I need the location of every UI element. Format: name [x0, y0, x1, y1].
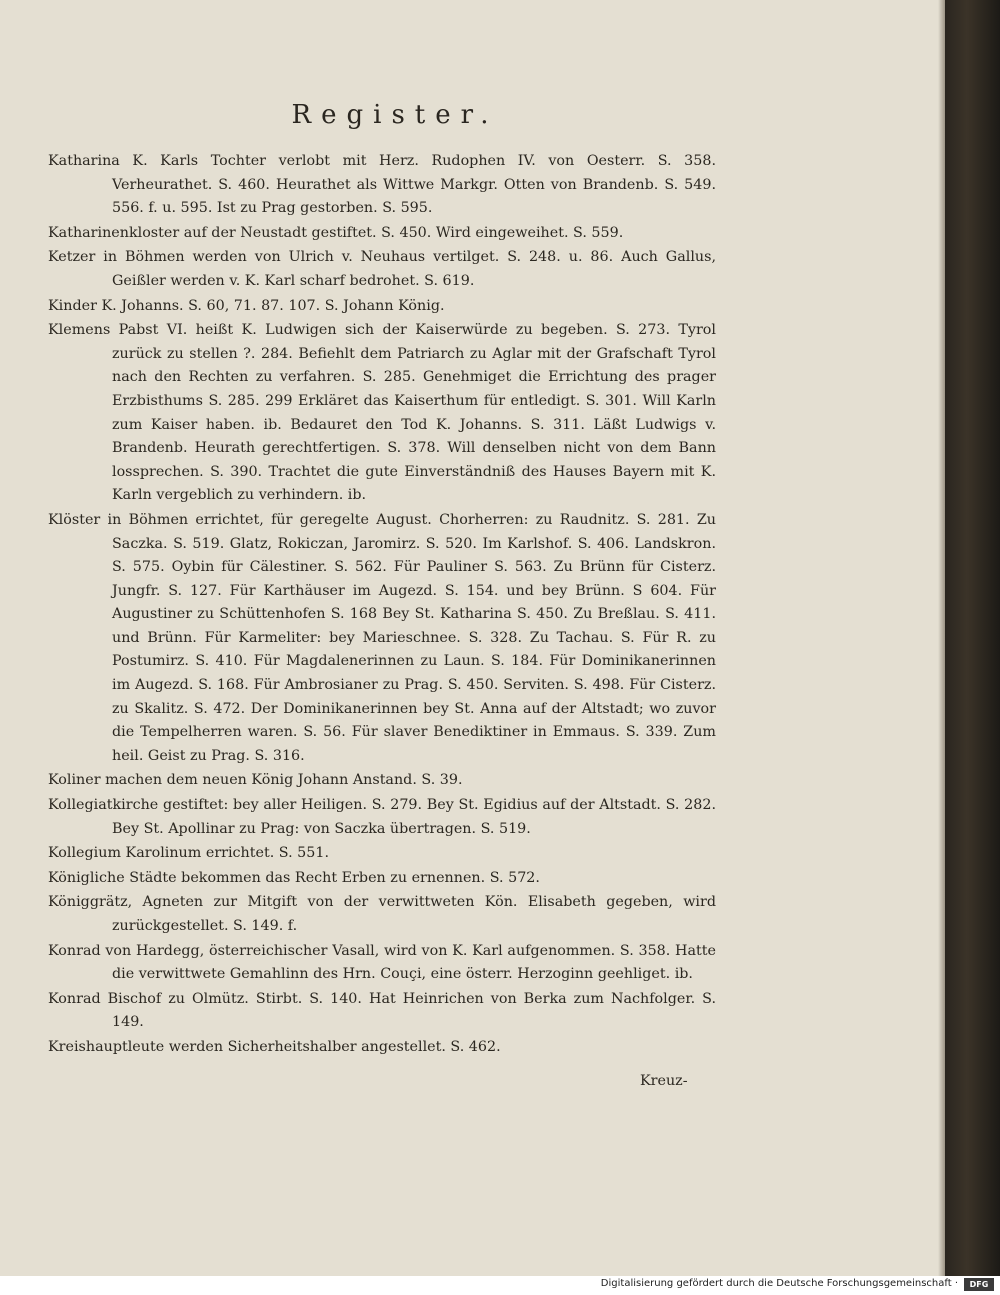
- register-entry: Katharina K. Karls Tochter verlobt mit Herz. Rudophen IV. von Oesterr. S. 358. Verheurathet. S. 460. Heurathet als Wittwe Markgr. Otten von Brandenb. S. 549. 556. f. u. 595. Ist zu Prag gestorben. S. 595.: [48, 153, 716, 217]
- dfg-logo-icon: DFG: [964, 1278, 994, 1291]
- page-title: Register.: [291, 100, 499, 130]
- book-spine: [945, 0, 1000, 1276]
- register-entry: Konrad Bischof zu Olmütz. Stirbt. S. 140. Hat Heinrichen von Berka zum Nachfolger. S. 149.: [48, 990, 716, 1031]
- register-entry: Ketzer in Böhmen werden von Ulrich v. Neuhaus vertilget. S. 248. u. 86. Auch Gallus, Geißler werden v. K. Karl scharf bedrohet. S. 619.: [48, 249, 716, 289]
- register-entry: Kollegiatkirche gestiftet: bey aller Heiligen. S. 279. Bey St. Egidius auf der Altstadt. S. 282. Bey St. Apollinar zu Prag: von Saczka übertragen. S. 519.: [48, 797, 716, 837]
- register-entry: Klemens Pabst VI. heißt K. Ludwigen sich der Kaiserwürde zu begeben. S. 273. Tyrol zurück zu stellen ?. 284. Befiehlt dem Patriarch zu Aglar mit der Grafschaft Tyrol nach den Rechten zu verfahren. S. 285. Genehmiget die Errichtung des prager Erzbisthums S. 285. 299 Erkläret das Kaiserthum für entledigt. S. 301. Will Karln zum Kaiser haben. ib. Bedauret den Tod K. Johanns. S. 311. Läßt Ludwigs v. Brandenb. Heurath gerechtfertigen. S. 378. Will denselben nicht von dem Bann lossprechen. S. 390. Trachtet die gute Einverständniß des Hauses Bayern mit K. Karln vergeblich zu verhindern. ib.: [48, 322, 716, 504]
- register-entry: Konrad von Hardegg, österreichischer Vasall, wird von K. Karl aufgenommen. S. 358. Hatte die verwittwete Gemahlinn des Hrn. Couçi, eine österr. Herzoginn geehliget. ib.: [48, 942, 716, 983]
- register-entry: Kinder K. Johanns. S. 60, 71. 87. 107. S. Johann König.: [48, 297, 445, 314]
- register-entry: Katharinenkloster auf der Neustadt gestiftet. S. 450. Wird eingeweihet. S. 559.: [48, 224, 624, 241]
- register-entry: Kollegium Karolinum errichtet. S. 551.: [48, 845, 330, 862]
- register-entry: Königliche Städte bekommen das Recht Erben zu ernennen. S. 572.: [48, 869, 540, 886]
- register-entry: Kreishauptleute werden Sicherheitshalber angestellet. S. 462.: [48, 1038, 501, 1055]
- register-entry: Königgrätz, Agneten zur Mitgift von der verwittweten Kön. Elisabeth gegeben, wird zurückgestellet. S. 149. f.: [48, 894, 716, 934]
- funding-notice: Digitalisierung gefördert durch die Deutsche Forschungsgemeinschaft ·: [600, 1278, 958, 1289]
- register-entry: Klöster in Böhmen errichtet, für geregelte August. Chorherren: zu Raudnitz. S. 281. Zu Saczka. S. 519. Glatz, Rokiczan, Jaromirz. S. 520. Im Karlshof. S. 406. Landskron. S. 575. Oybin für Cälestiner. S. 562. Für Pauliner S. 563. Zu Brünn für Cisterz. Jungfr. S. 127. Für Karthäuser im Augezd. S. 154. und bey Brünn. S 604. Für Augustiner zu Schüttenhofen S. 168 Bey St. Katharina S. 450. Zu Breßlau. S. 411. und Brünn. Für Karmeliter: bey Marieschnee. S. 328. Zu Tachau. S. Für R. zu Postumirz. S. 410. Für Magdalenerinnen zu Laun. S. 184. Für Dominikanerinnen im Augezd. S. 168. Für Ambrosianer zu Prag. S. 450. Serviten. S. 498. Für Cisterz. zu Skalitz. S. 472. Der Dominikanerinnen bey St. Anna auf der Altstadt; wo zuvor die Tempelherren waren. S. 56. Für slaver Benediktiner in Emmaus. S. 339. Zum heil. Geist zu Prag. S. 316.: [48, 511, 716, 764]
- catchword: Kreuz-: [640, 1073, 688, 1089]
- footer-bar: [0, 1276, 1000, 1295]
- register-entries: [48, 150, 716, 1061]
- register-entry: Koliner machen dem neuen König Johann Anstand. S. 39.: [48, 772, 463, 789]
